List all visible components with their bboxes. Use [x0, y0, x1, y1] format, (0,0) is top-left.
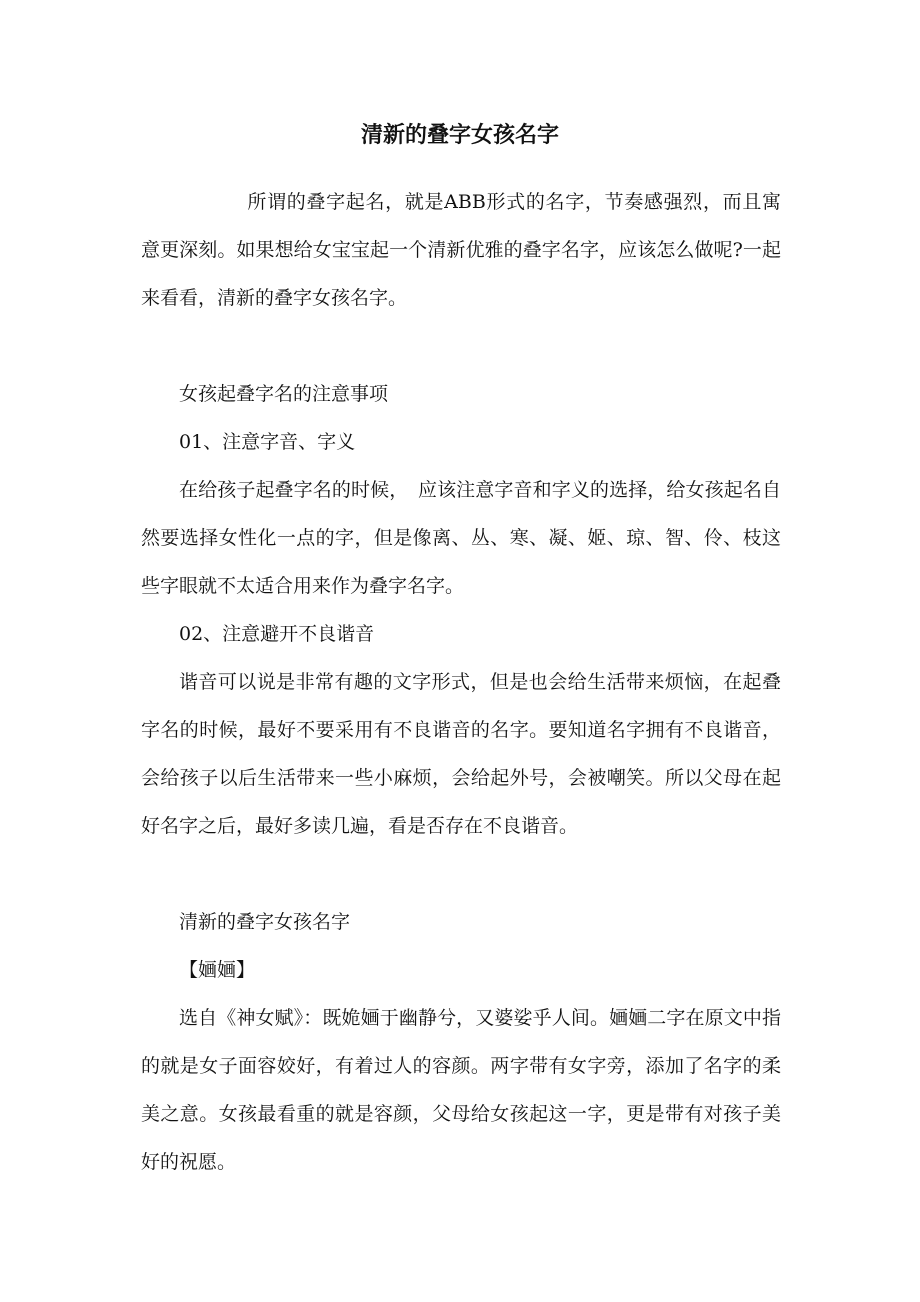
intro-paragraph: 所谓的叠字起名，就是ABB形式的名字，节奏感强烈，而且寓意更深刻。如果想给女宝宝起一个清新优雅的叠字名字，应该怎么做呢?一起来看看，清新的叠字女孩名字。: [141, 191, 781, 309]
name1-label: 【婳婳】: [179, 959, 256, 981]
point1-paragraph: 在给孩子起叠字名的时候， 应该注意字音和字义的选择，给女孩起名自然要选择女性化一点的字，但是像离、丛、寒、凝、姬、琼、智、伶、枝这些字眼就不太适合用来作为叠字名字。: [141, 479, 781, 597]
point2-paragraph: 谐音可以说是非常有趣的文字形式，但是也会给生活带来烦恼，在起叠字名的时候，最好不要采用有不良谐音的名字。要知道名字拥有不良谐音，会给孩子以后生活带来一些小麻烦，会给起外号，会被嘲笑。所以父母在起好名字之后，最好多读几遍，看是否存在不良谐音。: [141, 671, 781, 837]
names-heading: 清新的叠字女孩名字: [179, 911, 351, 933]
document-title: 清新的叠字女孩名字: [360, 123, 559, 148]
point1-heading: 01、注意字音、字义: [179, 431, 356, 453]
name1-paragraph: 选自《神女赋》：既姽婳于幽静兮，又婆娑乎人间。婳婳二字在原文中指的就是女子面容姣好，有着过人的容颜。两字带有女字旁，添加了名字的柔美之意。女孩最看重的就是容颜，父母给女孩起这一字，更是带有对孩子美好的祝愿。: [141, 1007, 781, 1173]
point2-heading: 02、注意避开不良谐音: [179, 623, 375, 645]
section-heading: 女孩起叠字名的注意事项: [179, 383, 389, 405]
